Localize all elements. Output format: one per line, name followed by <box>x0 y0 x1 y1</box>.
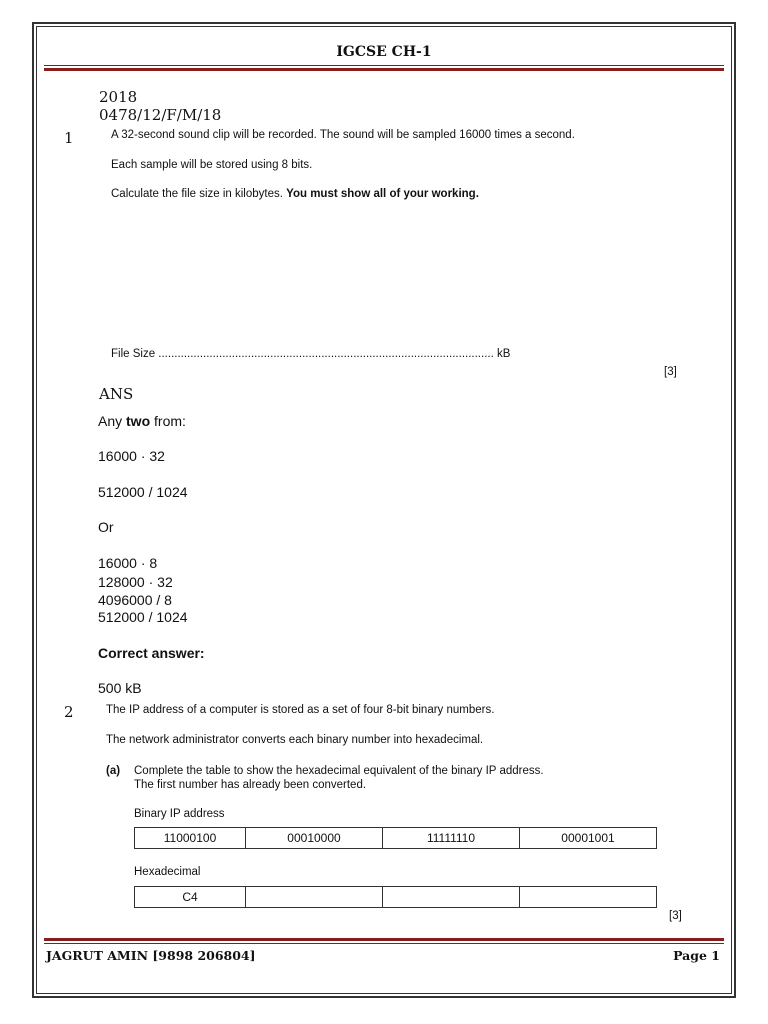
ans-heading: ANS <box>99 385 134 403</box>
hex-label: Hexadecimal <box>134 866 201 878</box>
ans-any-c: from: <box>150 413 186 429</box>
q2-number: 2 <box>64 703 74 721</box>
q1-line3-part-a: Calculate the file size in kilobytes. <box>111 188 287 200</box>
header-rule-thin <box>44 65 724 66</box>
q1-line2: Each sample will be stored using 8 bits. <box>111 159 313 171</box>
ans-line-6: 512000 / 1024 <box>98 609 188 625</box>
q2-part-label: (a) <box>106 765 121 777</box>
ans-any-a: Any <box>98 413 127 429</box>
q2-line2: The network administrator converts each binary number into hexadecimal. <box>106 734 484 746</box>
binary-cell: 00010000 <box>246 828 383 849</box>
ans-line-3: 16000 · 8 <box>98 555 158 571</box>
hex-table <box>134 886 657 908</box>
q1-line1: A 32-second sound clip will be recorded. The sound will be sampled 16000 times a second. <box>111 129 575 141</box>
q1-number: 1 <box>64 129 74 147</box>
ans-any-two <box>98 413 186 429</box>
q1-file-size-line: File Size ......................................................................................................... kB <box>111 348 511 360</box>
q1-line3-part-b: You must show all of your working. <box>286 188 479 200</box>
ans-or: Or <box>98 519 114 535</box>
footer-page-number: Page 1 <box>673 948 720 963</box>
q1-code: 0478/12/F/M/18 <box>99 106 222 124</box>
binary-label: Binary IP address <box>134 808 225 820</box>
q2-part-line1: Complete the table to show the hexadecimal equivalent of the binary IP address. <box>134 765 544 777</box>
q2-part-line2: The first number has already been converted. <box>134 779 367 791</box>
ans-result: 500 kB <box>98 680 142 696</box>
q1-line3 <box>111 188 479 200</box>
q1-year: 2018 <box>99 88 138 106</box>
header-rule-thick <box>44 68 724 71</box>
ans-line-1: 16000 · 32 <box>98 448 165 464</box>
page-header-title: IGCSE CH-1 <box>336 44 432 60</box>
hex-row <box>135 887 657 908</box>
ans-line-2: 512000 / 1024 <box>98 484 188 500</box>
q2-marks: [3] <box>669 910 682 922</box>
binary-row <box>135 828 657 849</box>
footer-author: JAGRUT AMIN [9898 206804] <box>46 948 256 963</box>
hex-cell: C4 <box>135 887 246 908</box>
ans-line-5: 4096000 / 8 <box>98 592 172 608</box>
binary-cell: 11000100 <box>135 828 246 849</box>
binary-table <box>134 827 657 849</box>
q2-line1: The IP address of a computer is stored as a set of four 8-bit binary numbers. <box>106 704 495 716</box>
hex-cell-empty[interactable] <box>520 887 657 908</box>
q1-marks: [3] <box>664 366 677 378</box>
hex-cell-empty[interactable] <box>383 887 520 908</box>
binary-cell: 00001001 <box>520 828 657 849</box>
ans-correct-label: Correct answer: <box>98 645 205 661</box>
ans-line-4: 128000 · 32 <box>98 574 173 590</box>
footer-rule-thick <box>44 938 724 941</box>
hex-cell-empty[interactable] <box>246 887 383 908</box>
binary-cell: 11111110 <box>383 828 520 849</box>
footer-rule-thin <box>44 943 724 944</box>
ans-any-b: two <box>126 413 151 429</box>
